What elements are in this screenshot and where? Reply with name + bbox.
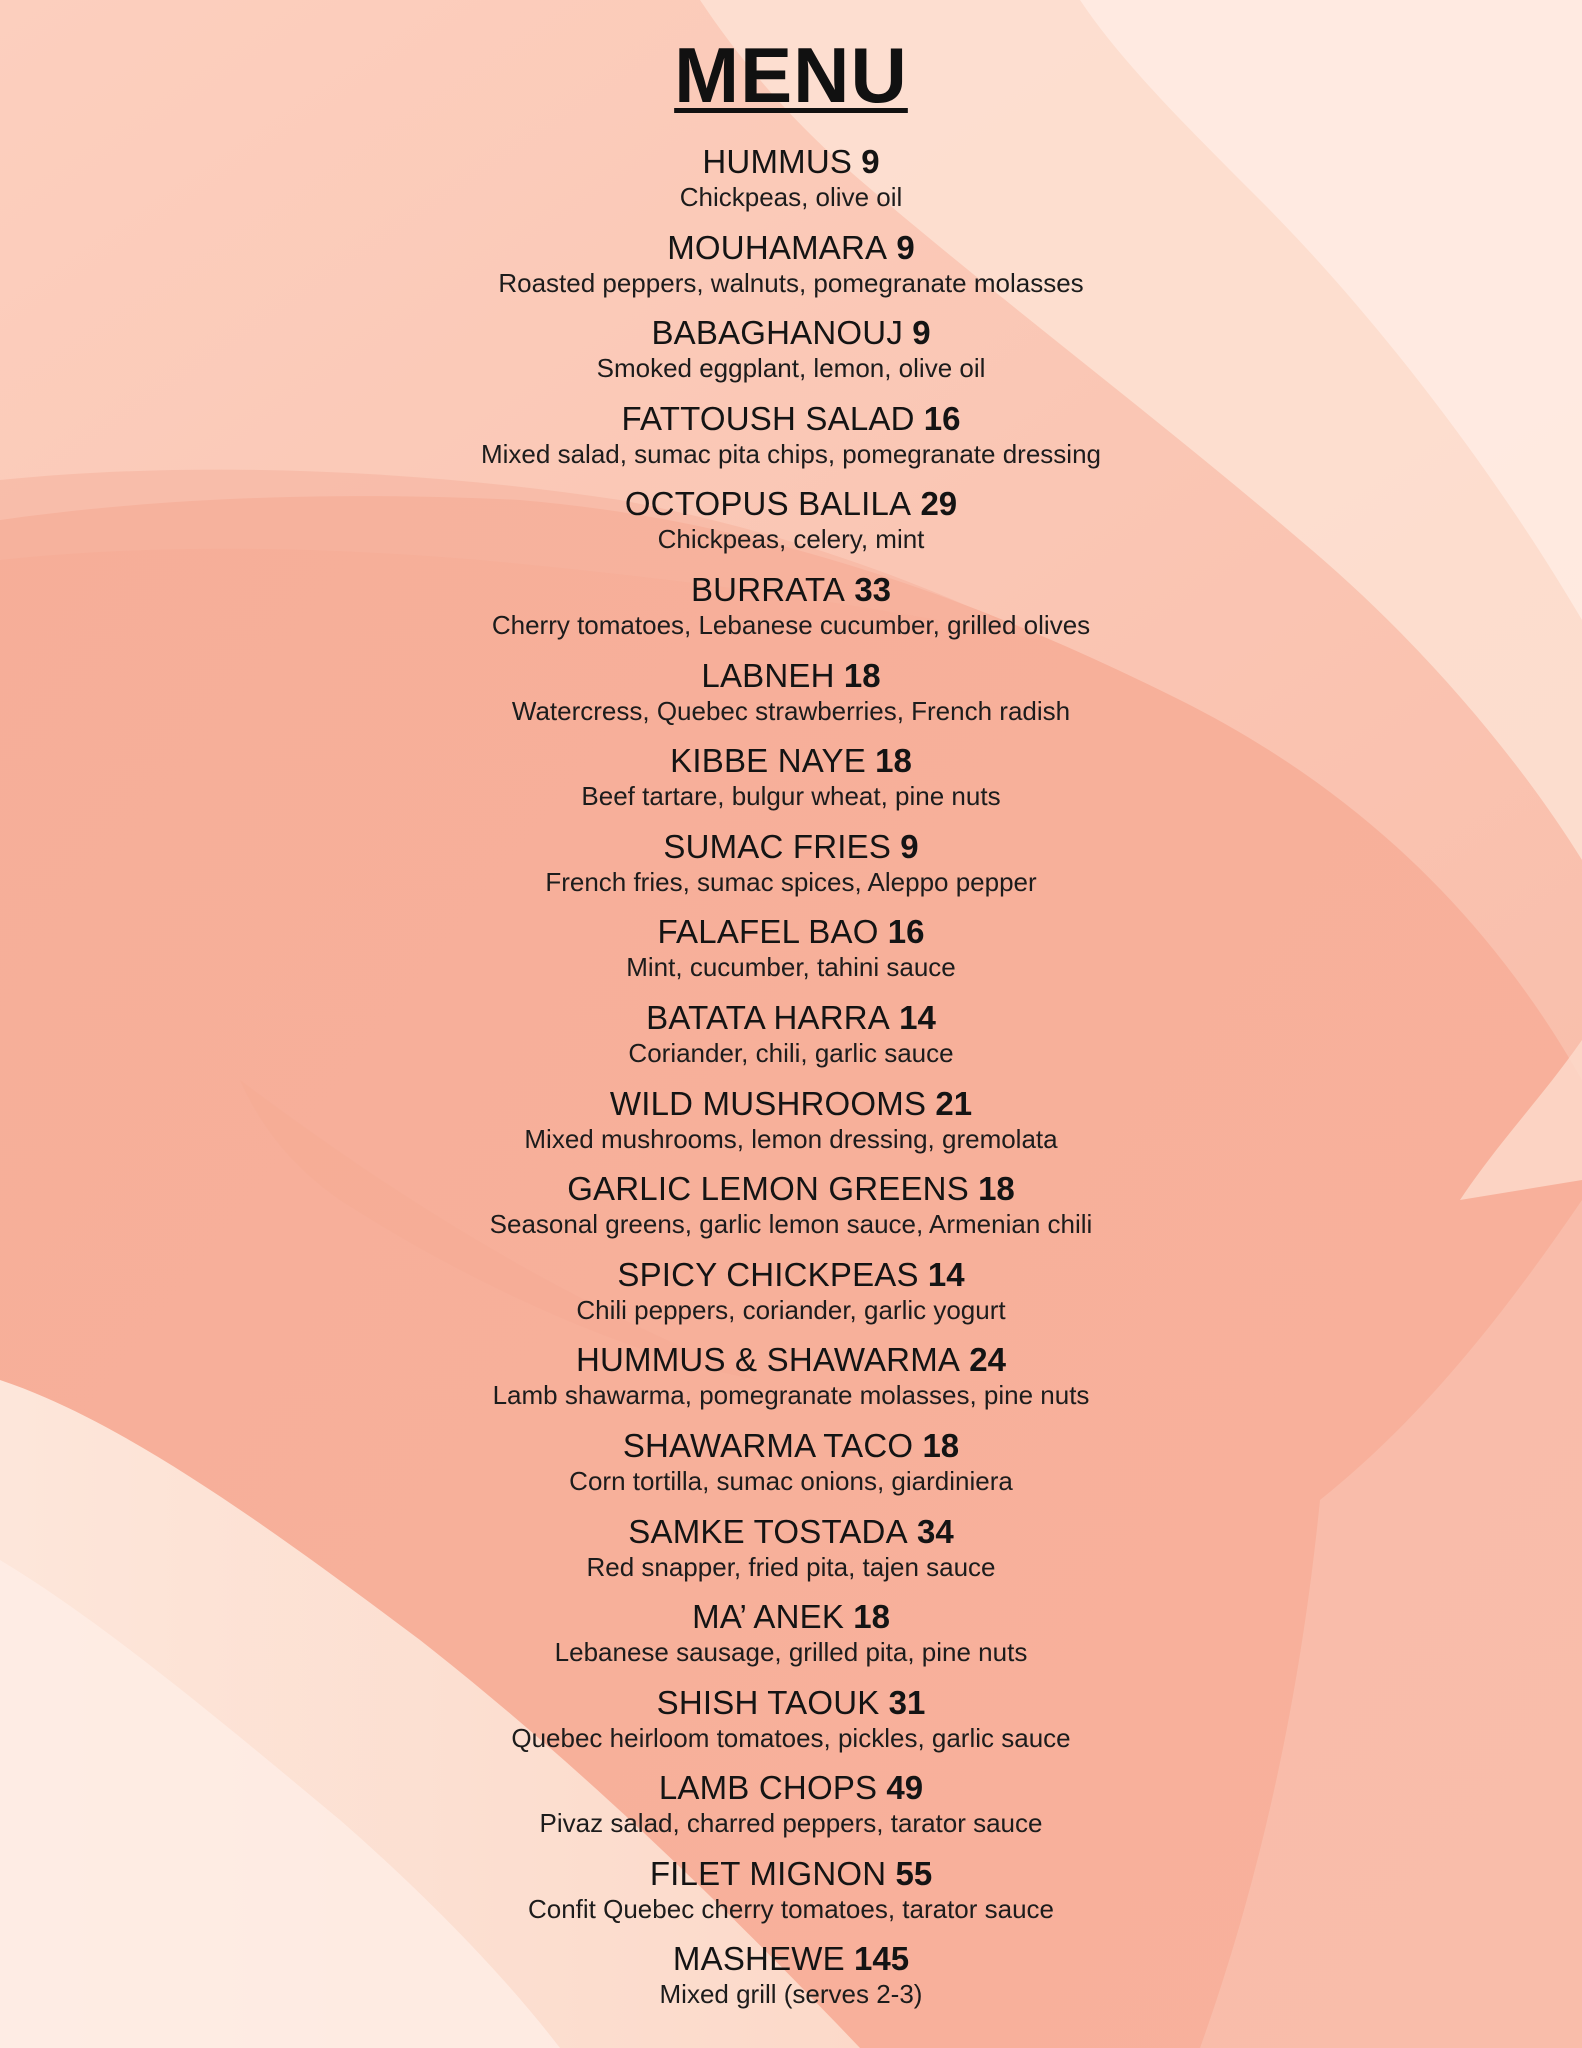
menu-item-price: 18 bbox=[922, 1426, 960, 1464]
menu-item bbox=[0, 1426, 1582, 1512]
menu-items-list bbox=[0, 142, 1582, 2025]
menu-item bbox=[0, 399, 1582, 485]
menu-item-name: SAMKE TOSTADA bbox=[628, 1512, 908, 1550]
menu-item-name: LAMB CHOPS bbox=[658, 1769, 878, 1807]
menu-item bbox=[0, 1854, 1582, 1940]
menu-item-name: BURRATA bbox=[690, 570, 846, 608]
menu-item-description: Beef tartare, bulgur wheat, pine nuts bbox=[581, 781, 1001, 812]
menu-item-description: Coriander, chili, garlic sauce bbox=[628, 1037, 954, 1068]
menu-item bbox=[0, 484, 1582, 570]
menu-item-name: WILD MUSHROOMS bbox=[609, 1084, 927, 1122]
menu-item-heading bbox=[0, 1768, 1582, 1808]
menu-item-name: SHISH TAOUK bbox=[656, 1683, 880, 1721]
menu-item-heading bbox=[0, 1939, 1582, 1979]
menu-item-heading bbox=[0, 228, 1582, 268]
menu-item-heading bbox=[0, 1426, 1582, 1466]
menu-item-description: Lamb shawarma, pomegranate molasses, pine nuts bbox=[492, 1380, 1090, 1411]
menu-item-heading bbox=[0, 1255, 1582, 1295]
menu-item-price: 9 bbox=[900, 827, 919, 865]
menu-item-price: 29 bbox=[920, 485, 958, 523]
menu-item-description: Mint, cucumber, tahini sauce bbox=[626, 952, 956, 983]
menu-item-description: Seasonal greens, garlic lemon sauce, Armenian chili bbox=[489, 1209, 1093, 1240]
menu-item-description: Smoked eggplant, lemon, olive oil bbox=[596, 353, 986, 384]
menu-item-name: KIBBE NAYE bbox=[670, 742, 866, 780]
menu-item-price: 14 bbox=[927, 1255, 965, 1293]
menu-item bbox=[0, 142, 1582, 228]
menu-item-name: MA’ ANEK bbox=[692, 1598, 845, 1636]
menu-item-name: HUMMUS & SHAWARMA bbox=[575, 1341, 961, 1379]
menu-item bbox=[0, 656, 1582, 742]
menu-item bbox=[0, 998, 1582, 1084]
menu-item-heading bbox=[0, 1084, 1582, 1124]
menu-item-description: Chickpeas, celery, mint bbox=[657, 524, 925, 555]
menu-item bbox=[0, 1169, 1582, 1255]
menu-item-price: 49 bbox=[886, 1769, 924, 1807]
menu-item-description: Confit Quebec cherry tomatoes, tarator sauce bbox=[527, 1893, 1055, 1924]
menu-item-heading bbox=[0, 1597, 1582, 1637]
menu-item-price: 9 bbox=[861, 143, 880, 180]
menu-item-price: 34 bbox=[916, 1512, 954, 1550]
menu-item-price: 18 bbox=[875, 742, 912, 780]
menu-item-heading bbox=[0, 912, 1582, 952]
menu-item-name: SHAWARMA TACO bbox=[622, 1426, 914, 1464]
menu-item bbox=[0, 1597, 1582, 1683]
menu-item-name: BABAGHANOUJ bbox=[651, 314, 904, 352]
menu-item-heading bbox=[0, 313, 1582, 353]
menu-item-description: Mixed salad, sumac pita chips, pomegranate dressing bbox=[481, 438, 1101, 469]
menu-item-heading bbox=[0, 142, 1582, 182]
menu-item-heading bbox=[0, 1854, 1582, 1894]
menu-item bbox=[0, 1255, 1582, 1341]
menu-item-heading bbox=[0, 1169, 1582, 1209]
menu-item-price: 24 bbox=[969, 1341, 1006, 1379]
menu-item-heading bbox=[0, 656, 1582, 696]
menu-item-heading bbox=[0, 484, 1582, 524]
menu-item-name: BATATA HARRA bbox=[646, 998, 890, 1036]
menu-item-description: Red snapper, fried pita, tajen sauce bbox=[586, 1551, 996, 1582]
menu-item-price: 9 bbox=[912, 314, 931, 352]
menu-item-description: Pivaz salad, charred peppers, tarator sauce bbox=[539, 1808, 1043, 1839]
menu-title: MENU bbox=[674, 31, 908, 119]
menu-item bbox=[0, 313, 1582, 399]
menu-item-name: SUMAC FRIES bbox=[663, 827, 892, 865]
menu-item-description: French fries, sumac spices, Aleppo pepper bbox=[545, 866, 1037, 897]
menu-item bbox=[0, 741, 1582, 827]
menu-item-price: 21 bbox=[935, 1084, 973, 1122]
menu-item-description: Lebanese sausage, grilled pita, pine nuts bbox=[554, 1637, 1028, 1668]
menu-item bbox=[0, 1939, 1582, 2025]
menu-item-heading bbox=[0, 1512, 1582, 1552]
menu-item bbox=[0, 1768, 1582, 1854]
menu-item-heading bbox=[0, 827, 1582, 867]
menu-item-name: MOUHAMARA bbox=[667, 228, 888, 266]
menu-item-price: 18 bbox=[843, 656, 881, 694]
menu-item-price: 16 bbox=[923, 399, 961, 437]
menu-item-name: FILET MIGNON bbox=[649, 1854, 887, 1892]
menu-item-description: Quebec heirloom tomatoes, pickles, garlic sauce bbox=[511, 1722, 1071, 1753]
menu-item-description: Chili peppers, coriander, garlic yogurt bbox=[576, 1294, 1006, 1325]
menu-item-heading bbox=[0, 1683, 1582, 1723]
menu-item-price: 9 bbox=[896, 228, 915, 266]
menu-item-description: Roasted peppers, walnuts, pomegranate molasses bbox=[498, 267, 1084, 298]
menu-item-name: HUMMUS bbox=[702, 143, 853, 180]
menu-item-price: 16 bbox=[887, 913, 925, 951]
menu-item-description: Mixed mushrooms, lemon dressing, gremolata bbox=[524, 1123, 1058, 1154]
menu-item-name: LABNEH bbox=[701, 656, 835, 694]
menu-item bbox=[0, 570, 1582, 656]
menu-item-price: 31 bbox=[888, 1683, 926, 1721]
menu-item bbox=[0, 1340, 1582, 1426]
menu-item-price: 55 bbox=[895, 1854, 933, 1892]
menu-item-heading bbox=[0, 1340, 1582, 1380]
menu-item-description: Cherry tomatoes, Lebanese cucumber, grilled olives bbox=[491, 609, 1091, 640]
menu-item-heading bbox=[0, 399, 1582, 439]
menu-item-name: SPICY CHICKPEAS bbox=[617, 1255, 919, 1293]
menu-item-heading bbox=[0, 570, 1582, 610]
menu-item-name: FALAFEL BAO bbox=[657, 913, 879, 951]
menu-item-price: 18 bbox=[978, 1170, 1015, 1208]
menu-item-price: 145 bbox=[854, 1940, 910, 1978]
menu-item-name: GARLIC LEMON GREENS bbox=[567, 1170, 969, 1208]
menu-item-price: 14 bbox=[899, 998, 936, 1036]
menu-item-price: 18 bbox=[853, 1598, 890, 1636]
menu-item bbox=[0, 228, 1582, 314]
menu-item-description: Chickpeas, olive oil bbox=[679, 182, 903, 212]
menu-item-name: MASHEWE bbox=[672, 1940, 845, 1978]
menu-item-description: Mixed grill (serves 2-3) bbox=[659, 1979, 923, 2010]
menu-item-description: Corn tortilla, sumac onions, giardiniera bbox=[569, 1465, 1013, 1496]
menu-item bbox=[0, 912, 1582, 998]
menu-item bbox=[0, 1512, 1582, 1598]
menu-item-heading bbox=[0, 998, 1582, 1038]
menu-item-name: FATTOUSH SALAD bbox=[621, 399, 915, 437]
menu-item-price: 33 bbox=[854, 570, 892, 608]
menu-item bbox=[0, 827, 1582, 913]
menu-item-heading bbox=[0, 741, 1582, 781]
menu-item bbox=[0, 1084, 1582, 1170]
menu-item bbox=[0, 1683, 1582, 1769]
menu-item-name: OCTOPUS BALILA bbox=[624, 485, 912, 523]
menu-item-description: Watercress, Quebec strawberries, French radish bbox=[511, 695, 1071, 726]
